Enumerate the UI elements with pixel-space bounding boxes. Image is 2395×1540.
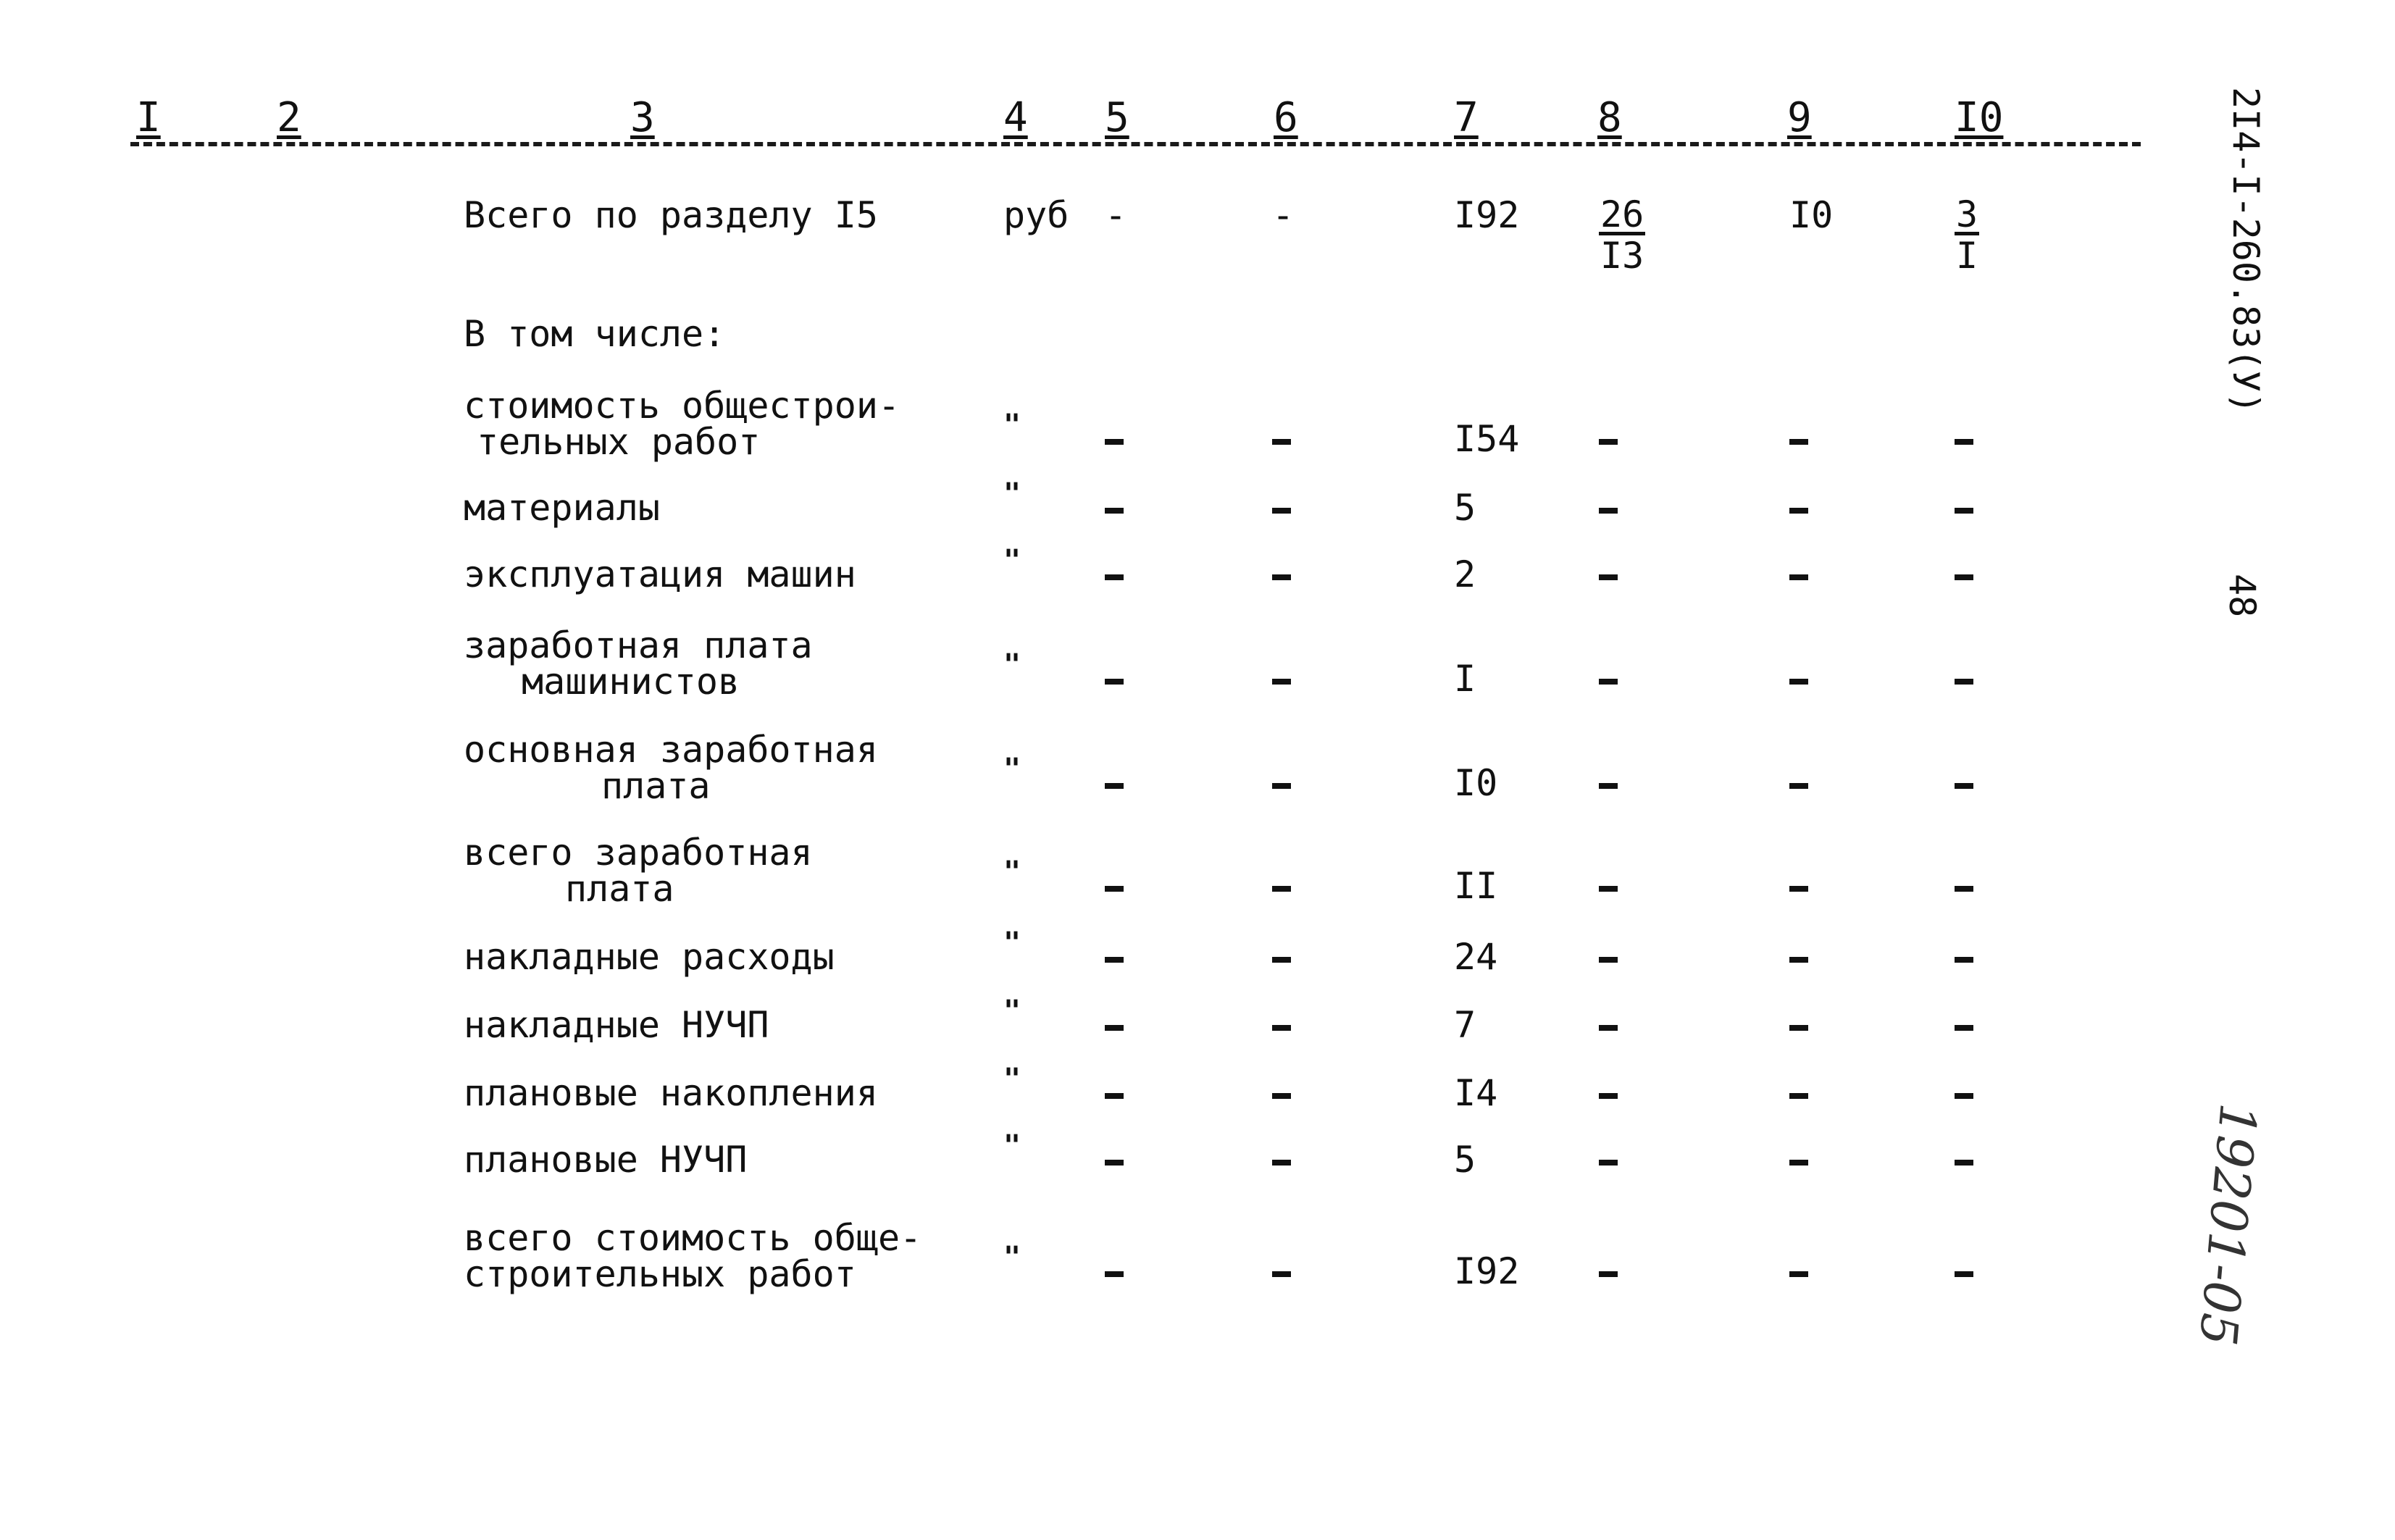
row-c9-dash	[1789, 1075, 1808, 1111]
col-header-5: 5	[1105, 94, 1129, 141]
row-c5-dash	[1105, 1253, 1124, 1289]
row-c6-dash	[1272, 1075, 1291, 1111]
dash-mark	[1789, 574, 1808, 580]
row-label	[464, 729, 878, 807]
row-value: 5	[1454, 1139, 1476, 1181]
row-c5-dash	[1105, 490, 1124, 526]
dash-mark	[1105, 508, 1124, 514]
col-header-9: 9	[1787, 94, 1812, 141]
dash-mark	[1105, 439, 1124, 445]
row-label-line-2: плата	[601, 765, 711, 807]
row-unit: "	[1003, 753, 1021, 786]
dash-mark	[1955, 957, 1973, 963]
dash-mark	[1272, 1160, 1291, 1166]
dash-mark	[1599, 957, 1618, 963]
dash-mark	[1105, 679, 1124, 685]
dash-mark	[1789, 957, 1808, 963]
row-c6-dash	[1272, 556, 1291, 593]
dash-mark	[1955, 886, 1973, 892]
row-value: I54	[1454, 418, 1520, 460]
dash-mark	[1789, 1160, 1808, 1166]
row-c10-dash	[1955, 1007, 1973, 1043]
row-value: I92	[1454, 1250, 1520, 1292]
col-header-6: 6	[1274, 94, 1298, 141]
row-c10-dash	[1955, 868, 1973, 904]
dash-mark	[1272, 783, 1291, 789]
row-c10-dash	[1955, 556, 1973, 593]
row-c5-dash	[1105, 765, 1124, 801]
dash-mark	[1789, 1093, 1808, 1099]
row-c6-dash	[1272, 939, 1291, 975]
row-value: I4	[1454, 1072, 1498, 1114]
dash-mark	[1789, 886, 1808, 892]
dash-mark	[1105, 1271, 1124, 1277]
total-row-unit: руб	[1003, 194, 1069, 236]
row-label-line-2: строительных работ	[464, 1253, 856, 1295]
row-c5-dash	[1105, 661, 1124, 697]
dash-mark	[1272, 1271, 1291, 1277]
row-c8-dash	[1599, 1142, 1618, 1178]
row-c9-dash	[1789, 1007, 1808, 1043]
row-c8-dash	[1599, 661, 1618, 697]
dash-mark	[1789, 1025, 1808, 1031]
row-c9-dash	[1789, 1253, 1808, 1289]
row-c9-dash	[1789, 490, 1808, 526]
dash-mark	[1105, 1025, 1124, 1031]
row-c8-dash	[1599, 1075, 1618, 1111]
row-c10-dash	[1955, 765, 1973, 801]
row-unit: "	[1003, 1063, 1021, 1096]
row-label-line-1: накладные расходы	[464, 936, 835, 978]
dash-mark	[1955, 1025, 1973, 1031]
row-value: I	[1454, 658, 1476, 700]
row-c8-dash	[1599, 490, 1618, 526]
row-label	[464, 1072, 878, 1114]
row-unit: "	[1003, 995, 1021, 1028]
row-label	[464, 1217, 922, 1295]
col-header-2: 2	[277, 94, 301, 141]
row-label	[464, 1004, 769, 1046]
dash-mark	[1105, 957, 1124, 963]
row-c6-dash	[1272, 1142, 1291, 1178]
total-row-c6: -	[1272, 194, 1295, 236]
row-c8-dash	[1599, 1253, 1618, 1289]
dash-mark	[1105, 1160, 1124, 1166]
row-c6-dash	[1272, 868, 1291, 904]
dash-mark	[1789, 508, 1808, 514]
row-label-line-2: тельных работ	[477, 421, 761, 463]
fraction	[1955, 193, 1979, 277]
row-value: 24	[1454, 936, 1498, 978]
row-label	[464, 487, 660, 529]
dash-mark	[1599, 1093, 1618, 1099]
handwritten-number: 19201-05	[2187, 1100, 2268, 1349]
dash-mark	[1955, 574, 1973, 580]
dash-mark	[1272, 439, 1291, 445]
row-c6-dash	[1272, 1007, 1291, 1043]
row-label-line-1: плановые НУЧП	[464, 1139, 748, 1181]
row-c8-dash	[1599, 939, 1618, 975]
col-header-4: 4	[1003, 94, 1028, 141]
row-label	[464, 624, 813, 703]
subheading: В том числе:	[464, 313, 726, 355]
row-c9-dash	[1789, 868, 1808, 904]
dash-mark	[1272, 574, 1291, 580]
row-c5-dash	[1105, 939, 1124, 975]
row-value: 2	[1454, 553, 1476, 595]
row-c10-dash	[1955, 939, 1973, 975]
row-unit: "	[1003, 1129, 1021, 1163]
row-c10-dash	[1955, 421, 1973, 457]
col-header-10: I0	[1955, 94, 2004, 141]
dash-mark	[1599, 574, 1618, 580]
dash-mark	[1272, 957, 1291, 963]
row-label-line-1: плановые накопления	[464, 1072, 878, 1114]
dash-mark	[1955, 508, 1973, 514]
row-c5-dash	[1105, 1142, 1124, 1178]
row-label-line-1: основная заработная	[464, 729, 878, 771]
fraction-denominator: I	[1956, 235, 1978, 277]
row-label-line-1: заработная плата	[464, 624, 813, 666]
dash-mark	[1272, 886, 1291, 892]
row-c5-dash	[1105, 421, 1124, 457]
dash-mark	[1955, 439, 1973, 445]
row-c5-dash	[1105, 868, 1124, 904]
header-rule	[130, 142, 2141, 146]
row-c9-dash	[1789, 661, 1808, 697]
row-label	[464, 936, 835, 978]
row-label	[464, 385, 900, 463]
row-c9-dash	[1789, 939, 1808, 975]
col-header-7: 7	[1454, 94, 1479, 141]
row-unit: "	[1003, 477, 1021, 511]
dash-mark	[1599, 679, 1618, 685]
col-header-8: 8	[1597, 94, 1622, 141]
dash-mark	[1955, 1271, 1973, 1277]
dash-mark	[1955, 783, 1973, 789]
total-row-c5: -	[1105, 194, 1127, 236]
row-unit: "	[1003, 855, 1021, 889]
row-c8-dash	[1599, 556, 1618, 593]
page-number: 48	[2221, 574, 2263, 618]
dash-mark	[1599, 1160, 1618, 1166]
total-row-c9: I0	[1789, 194, 1834, 236]
dash-mark	[1955, 679, 1973, 685]
row-c6-dash	[1272, 490, 1291, 526]
row-c9-dash	[1789, 765, 1808, 801]
dash-mark	[1599, 508, 1618, 514]
col-header-3: 3	[630, 94, 655, 141]
row-c6-dash	[1272, 1253, 1291, 1289]
row-label-line-1: всего заработная	[464, 832, 813, 874]
dash-mark	[1105, 1093, 1124, 1099]
row-c6-dash	[1272, 661, 1291, 697]
dash-mark	[1955, 1093, 1973, 1099]
row-c9-dash	[1789, 421, 1808, 457]
row-c10-dash	[1955, 490, 1973, 526]
col-header-1: I	[136, 94, 161, 141]
row-unit: "	[1003, 648, 1021, 682]
row-label-line-2: машинистов	[522, 661, 740, 703]
row-c10-dash	[1955, 661, 1973, 697]
row-label-line-1: материалы	[464, 487, 660, 529]
dash-mark	[1105, 886, 1124, 892]
dash-mark	[1789, 1271, 1808, 1277]
row-c8-dash	[1599, 421, 1618, 457]
row-unit: "	[1003, 1241, 1021, 1274]
row-c8-dash	[1599, 765, 1618, 801]
row-c9-dash	[1789, 556, 1808, 593]
dash-mark	[1599, 439, 1618, 445]
total-row-label: Всего по разделу I5	[464, 194, 878, 236]
total-row-c8	[1599, 193, 1645, 277]
dash-mark	[1105, 574, 1124, 580]
row-c6-dash	[1272, 765, 1291, 801]
dash-mark	[1105, 783, 1124, 789]
dash-mark	[1789, 679, 1808, 685]
row-value: I0	[1454, 762, 1498, 804]
row-unit: "	[1003, 926, 1021, 960]
fraction-numerator: 26	[1600, 193, 1644, 235]
row-label-line-1: эксплуатация машин	[464, 553, 856, 595]
document-code: 2I4-I-260.83(У)	[2225, 87, 2267, 414]
dash-mark	[1272, 508, 1291, 514]
row-value: 7	[1454, 1004, 1476, 1046]
row-label-line-1: всего стоимость обще-	[464, 1217, 922, 1259]
row-c8-dash	[1599, 1007, 1618, 1043]
row-c5-dash	[1105, 1007, 1124, 1043]
row-label-line-1: накладные НУЧП	[464, 1004, 769, 1046]
total-row-c7: I92	[1454, 194, 1520, 236]
fraction-numerator: 3	[1956, 193, 1978, 235]
row-value: 5	[1454, 487, 1476, 529]
dash-mark	[1599, 783, 1618, 789]
dash-mark	[1599, 1025, 1618, 1031]
row-label-line-2: плата	[565, 868, 674, 910]
dash-mark	[1599, 1271, 1618, 1277]
row-unit: "	[1003, 544, 1021, 577]
row-c9-dash	[1789, 1142, 1808, 1178]
row-c5-dash	[1105, 1075, 1124, 1111]
dash-mark	[1789, 783, 1808, 789]
row-label-line-1: стоимость общестрои-	[464, 385, 900, 427]
row-c6-dash	[1272, 421, 1291, 457]
dash-mark	[1955, 1160, 1973, 1166]
row-label	[464, 553, 856, 595]
dash-mark	[1789, 439, 1808, 445]
total-row-c10	[1955, 193, 1979, 277]
dash-mark	[1272, 1093, 1291, 1099]
row-c10-dash	[1955, 1253, 1973, 1289]
row-c8-dash	[1599, 868, 1618, 904]
row-c10-dash	[1955, 1142, 1973, 1178]
fraction	[1599, 193, 1645, 277]
row-value: II	[1454, 865, 1498, 907]
dash-mark	[1599, 886, 1618, 892]
fraction-denominator: I3	[1600, 235, 1644, 277]
row-label	[464, 832, 813, 910]
row-c10-dash	[1955, 1075, 1973, 1111]
dash-mark	[1272, 1025, 1291, 1031]
dash-mark	[1272, 679, 1291, 685]
row-label	[464, 1139, 748, 1181]
row-c5-dash	[1105, 556, 1124, 593]
row-unit: "	[1003, 409, 1021, 442]
